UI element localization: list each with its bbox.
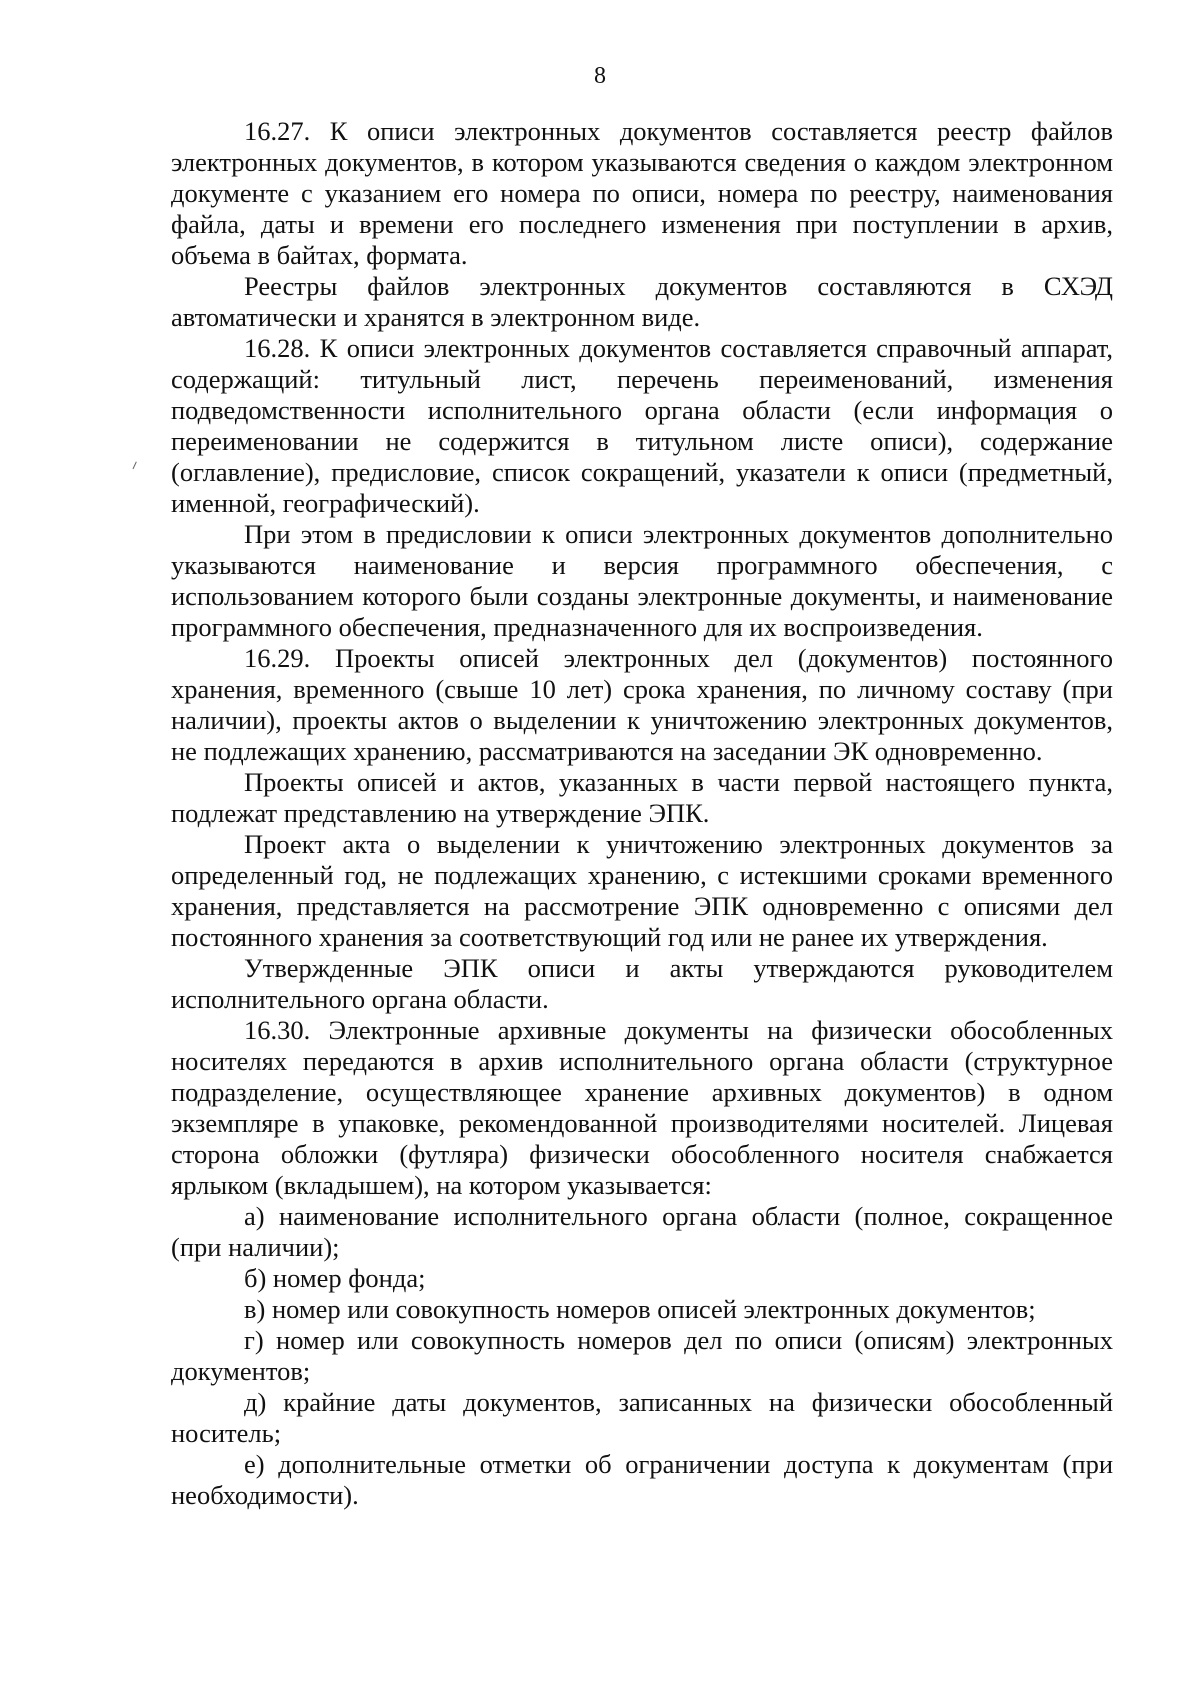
list-item-a: а) наименование исполнительного органа области (полное, сокращенное (при наличии); xyxy=(171,1201,1113,1262)
list-item-b: б) номер фонда; xyxy=(244,1263,426,1293)
list-item-g: г) номер или совокупность номеров дел по описи (описям) электронных документов; xyxy=(171,1325,1113,1386)
page-number: 8 xyxy=(594,63,606,89)
paragraph-preface-note: При этом в предисловии к описи электронных документов дополнительно указываются наименование и версия программного обеспечения, с использованием которого были созданы электронные документы, и наименование программного обеспечения, предназначенного для их воспроизведения. xyxy=(171,519,1113,642)
list-item-e: е) дополнительные отметки об ограничении доступа к документам (при необходимости). xyxy=(171,1449,1113,1510)
paragraph-approved-inventories: Утвержденные ЭПК описи и акты утверждаются руководителем исполнительного органа области. xyxy=(171,953,1113,1014)
paragraph-16-30: 16.30. Электронные архивные документы на физически обособленных носителях передаются в архив исполнительного органа области (структурное подразделение, осуществляющее хранение архивных документов) в одном экземпляре в упаковке, рекомендованной производителями носителей. Лицевая сторона обложки (футляра) физически обособленного носителя снабжается ярлыком (вкладышем), на котором указывается: xyxy=(171,1015,1113,1200)
list-item-v: в) номер или совокупность номеров описей электронных документов; xyxy=(244,1294,1036,1324)
paragraph-16-29: 16.29. Проекты описей электронных дел (документов) постоянного хранения, временного (свыше 10 лет) срока хранения, по личному составу (при наличии), проекты актов о выделении к уничтожению электронных документов, не подлежащих хранению, рассматриваются на заседании ЭК одновременно. xyxy=(171,643,1113,766)
paragraph-approval-submission: Проекты описей и актов, указанных в части первой настоящего пункта, подлежат представлению на утверждение ЭПК. xyxy=(171,767,1113,828)
paragraph-16-28: 16.28. К описи электронных документов составляется справочный аппарат, содержащий: титульный лист, перечень переименований, изменения подведомственности исполнительного органа области (если информация о переименовании не содержится в титульном листе описи), содержание (оглавление), предисловие, список сокращений, указатели к описи (предметный, именной, географический). xyxy=(171,333,1113,518)
paragraph-16-27: 16.27. К описи электронных документов составляется реестр файлов электронных документов, в котором указываются сведения о каждом электронном документе с указанием его номера по описи, номера по реестру, наименования файла, даты и времени его последнего изменения при поступлении в архив, объема в байтах, формата. xyxy=(171,116,1113,270)
scan-artifact-mark xyxy=(132,462,139,471)
document-body xyxy=(171,116,1113,1511)
list-item-d: д) крайние даты документов, записанных на физически обособленный носитель; xyxy=(171,1387,1113,1448)
paragraph-destruction-act: Проект акта о выделении к уничтожению электронных документов за определенный год, не подлежащих хранению, с истекшими сроками временного хранения, представляется на рассмотрение ЭПК одновременно с описями дел постоянного хранения за соответствующий год или не ранее их утверждения. xyxy=(171,829,1113,952)
paragraph-registry-note: Реестры файлов электронных документов составляются в СХЭД автоматически и хранятся в электронном виде. xyxy=(171,271,1113,332)
